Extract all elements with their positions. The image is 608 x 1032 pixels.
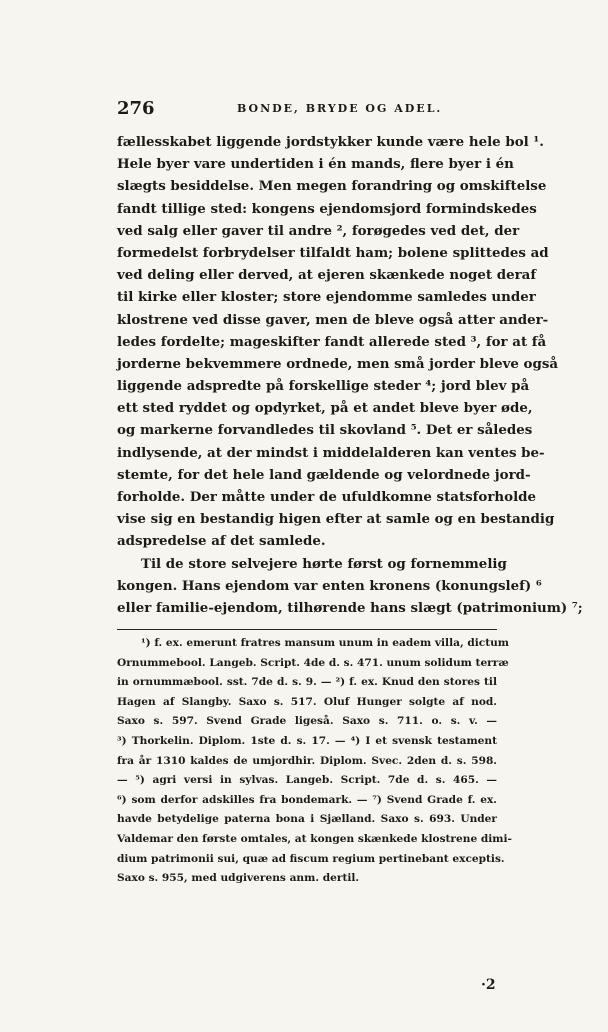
footnote-line: Ornummebool. Langeb. Script. 4de d. s. 471. unum solidum terræ <box>117 656 509 669</box>
text-line: stemte, for det hele land gældende og velordnede jord- <box>117 466 531 483</box>
main-text <box>117 131 583 619</box>
text-line: fandt tillige sted: kongens ejendomsjord formindskedes <box>117 200 537 217</box>
footnote-line: Hagen af Slangby. Saxo s. 517. Oluf Hunger solgte af nod. <box>117 695 497 708</box>
text-line: klostrene ved disse gaver, men de bleve også atter ander- <box>117 311 549 328</box>
text-line: ved salg eller gaver til andre ², forøgedes ved det, der <box>117 222 520 239</box>
text-line: Til de store selvejere hørte først og fornemmelig <box>141 555 507 572</box>
footnote-line: fra år 1310 kaldes de umjordhir. Diplom. Svec. 2den d. s. 598. <box>117 754 497 767</box>
footnote-line: Saxo s. 597. Svend Grade ligeså. Saxo s. 711. o. s. v. — <box>117 715 497 728</box>
text-line: eller familie-ejendom, tilhørende hans slægt (patrimonium) ⁷; <box>117 599 583 616</box>
text-line: Hele byer vare undertiden i én mands, flere byer i én <box>117 156 514 173</box>
footnote-line: ³) Thorkelin. Diplom. 1ste d. s. 17. — ⁴) I et svensk testament <box>117 734 497 747</box>
footnote-line: Saxo s. 955, med udgiverens anm. dertil. <box>117 872 360 885</box>
text-line: ett sted ryddet og opdyrket, på et andet bleve byer øde, <box>117 400 533 417</box>
text-line: ved deling eller derved, at ejeren skænkede noget deraf <box>117 267 537 284</box>
page-header <box>117 98 497 120</box>
footnote-line: ⁶) som derfor adskilles fra bondemark. — ⁷) Svend Grade f. ex. <box>117 793 497 806</box>
footnote-line: in ornummæbool. sst. 7de d. s. 9. — ²) f. ex. Knud den stores til <box>117 676 497 689</box>
text-line: fællesskabet liggende jordstykker kunde være hele bol ¹. <box>117 134 544 150</box>
text-line: slægts besiddelse. Men megen forandring og omskiftelse <box>117 178 547 195</box>
page-mark: ·2 <box>481 977 496 993</box>
footnote-line: Valdemar den første omtales, at kongen skænkede klostrene dimi- <box>117 832 512 845</box>
running-head: BONDE, BRYDE OG ADEL. <box>237 102 443 115</box>
footnote-line: havde betydelige paterna bona i Sjælland. Saxo s. 693. Under <box>117 813 497 826</box>
text-line: adspredelse af det samlede. <box>117 533 326 550</box>
footnote-rule <box>117 629 497 630</box>
text-line: jorderne bekvemmere ordnede, men små jorder bleve også <box>117 355 559 372</box>
page-number: 276 <box>117 98 155 119</box>
text-line: kongen. Hans ejendom var enten kronens (konungslef) ⁶ <box>117 577 542 594</box>
footnote-line: dium patrimonii sui, quæ ad fiscum regium pertinebant exceptis. <box>117 852 505 865</box>
footnote-line: ¹) f. ex. emerunt fratres mansum unum in eadem villa, dictum <box>141 637 510 649</box>
text-line: til kirke eller kloster; store ejendomme samledes under <box>117 289 536 306</box>
text-line: vise sig en bestandig higen efter at samle og en bestandig <box>117 511 555 528</box>
footnote-line: — ⁵) agri versi in sylvas. Langeb. Script. 7de d. s. 465. — <box>117 774 497 787</box>
text-line: indlysende, at der mindst i middelalderen kan ventes be- <box>117 444 545 461</box>
text-line: forholde. Der måtte under de ufuldkomne statsforholde <box>117 489 537 505</box>
footnotes <box>117 634 512 889</box>
text-line: og markerne forvandledes til skovland ⁵. Det er således <box>117 422 533 439</box>
text-line: formedelst forbrydelser tilfaldt ham; bolene splittedes ad <box>117 244 549 261</box>
text-line: ledes fordelte; mageskifter fandt allerede sted ³, for at få <box>117 333 547 350</box>
text-line: liggende adspredte på forskellige steder ⁴; jord blev på <box>117 378 530 395</box>
